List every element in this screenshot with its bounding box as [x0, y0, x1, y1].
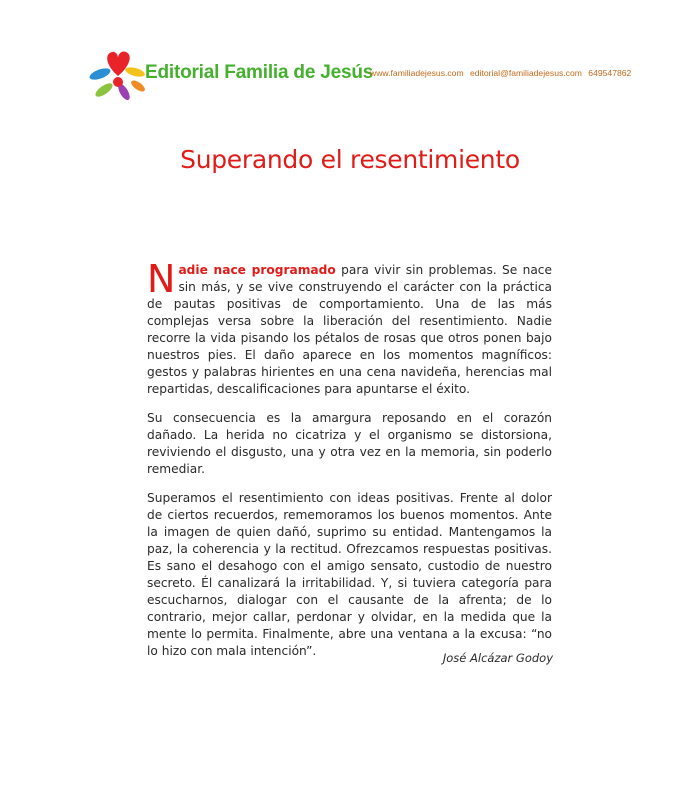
paragraph-1	[147, 257, 553, 398]
brand-name: Editorial Familia de Jesús	[145, 62, 374, 83]
article-body	[147, 257, 553, 672]
paragraph-1-text: para vivir sin problemas. Se nace sin más, y se vive construyendo el carácter con la práctica de pautas positivas de comportamiento. Una de las más complejas versa sobre la liberación del resentimiento. Nadie recorre la vida pisando los pétalos de rosas que otros ponen bajo nuestros pies. El daño aparece en los momentos magníficos: gestos y palabras hirientes en una cena navideña, herencias mal repartidas, descalificaciones para apuntarse el éxito.	[147, 263, 553, 396]
author-signature: José Alcázar Godoy	[442, 651, 553, 665]
page-title: Superando el resentimiento	[180, 145, 520, 174]
drop-cap: N	[147, 257, 176, 301]
paragraph-2: Su consecuencia es la amargura reposando en el corazón dañado. La herida no cicatriza y el organismo se distorsiona, reviviendo el disgusto, una y otra vez en la memoria, sin poderlo remediar.	[147, 411, 552, 476]
website-link[interactable]: www.familiadejesus.com	[370, 68, 464, 78]
header	[88, 46, 678, 106]
paragraph-3: Superamos el resentimiento con ideas positivas. Frente al dolor de ciertos recuerdos, rememoramos los buenos momentos. Ante la imagen de quien dañó, suprimo su entidad. Mantengamos la paz, la coherencia y la rectitud. Ofrezcamos respuestas positivas. Es sano el desahogo con el amigo sensato, custodio de nuestro secreto. Él canalizará la irritabilidad. Y, si tuviera categoría para escucharnos, dialogar con el causante de la afrenta; de lo contrario, mejor callar, perdonar y olvidar, en la medida que la mente lo permita. Finalmente, abre una ventana a la excusa: “no lo hizo con mala intención”.	[147, 491, 552, 658]
email-link[interactable]: editorial@familiadejesus.com	[470, 68, 582, 78]
lead-phrase: adie nace programado	[178, 263, 336, 277]
heart-hands-logo-icon	[88, 46, 148, 104]
contact-info	[370, 68, 635, 78]
phone-number: 649547862	[588, 68, 632, 78]
